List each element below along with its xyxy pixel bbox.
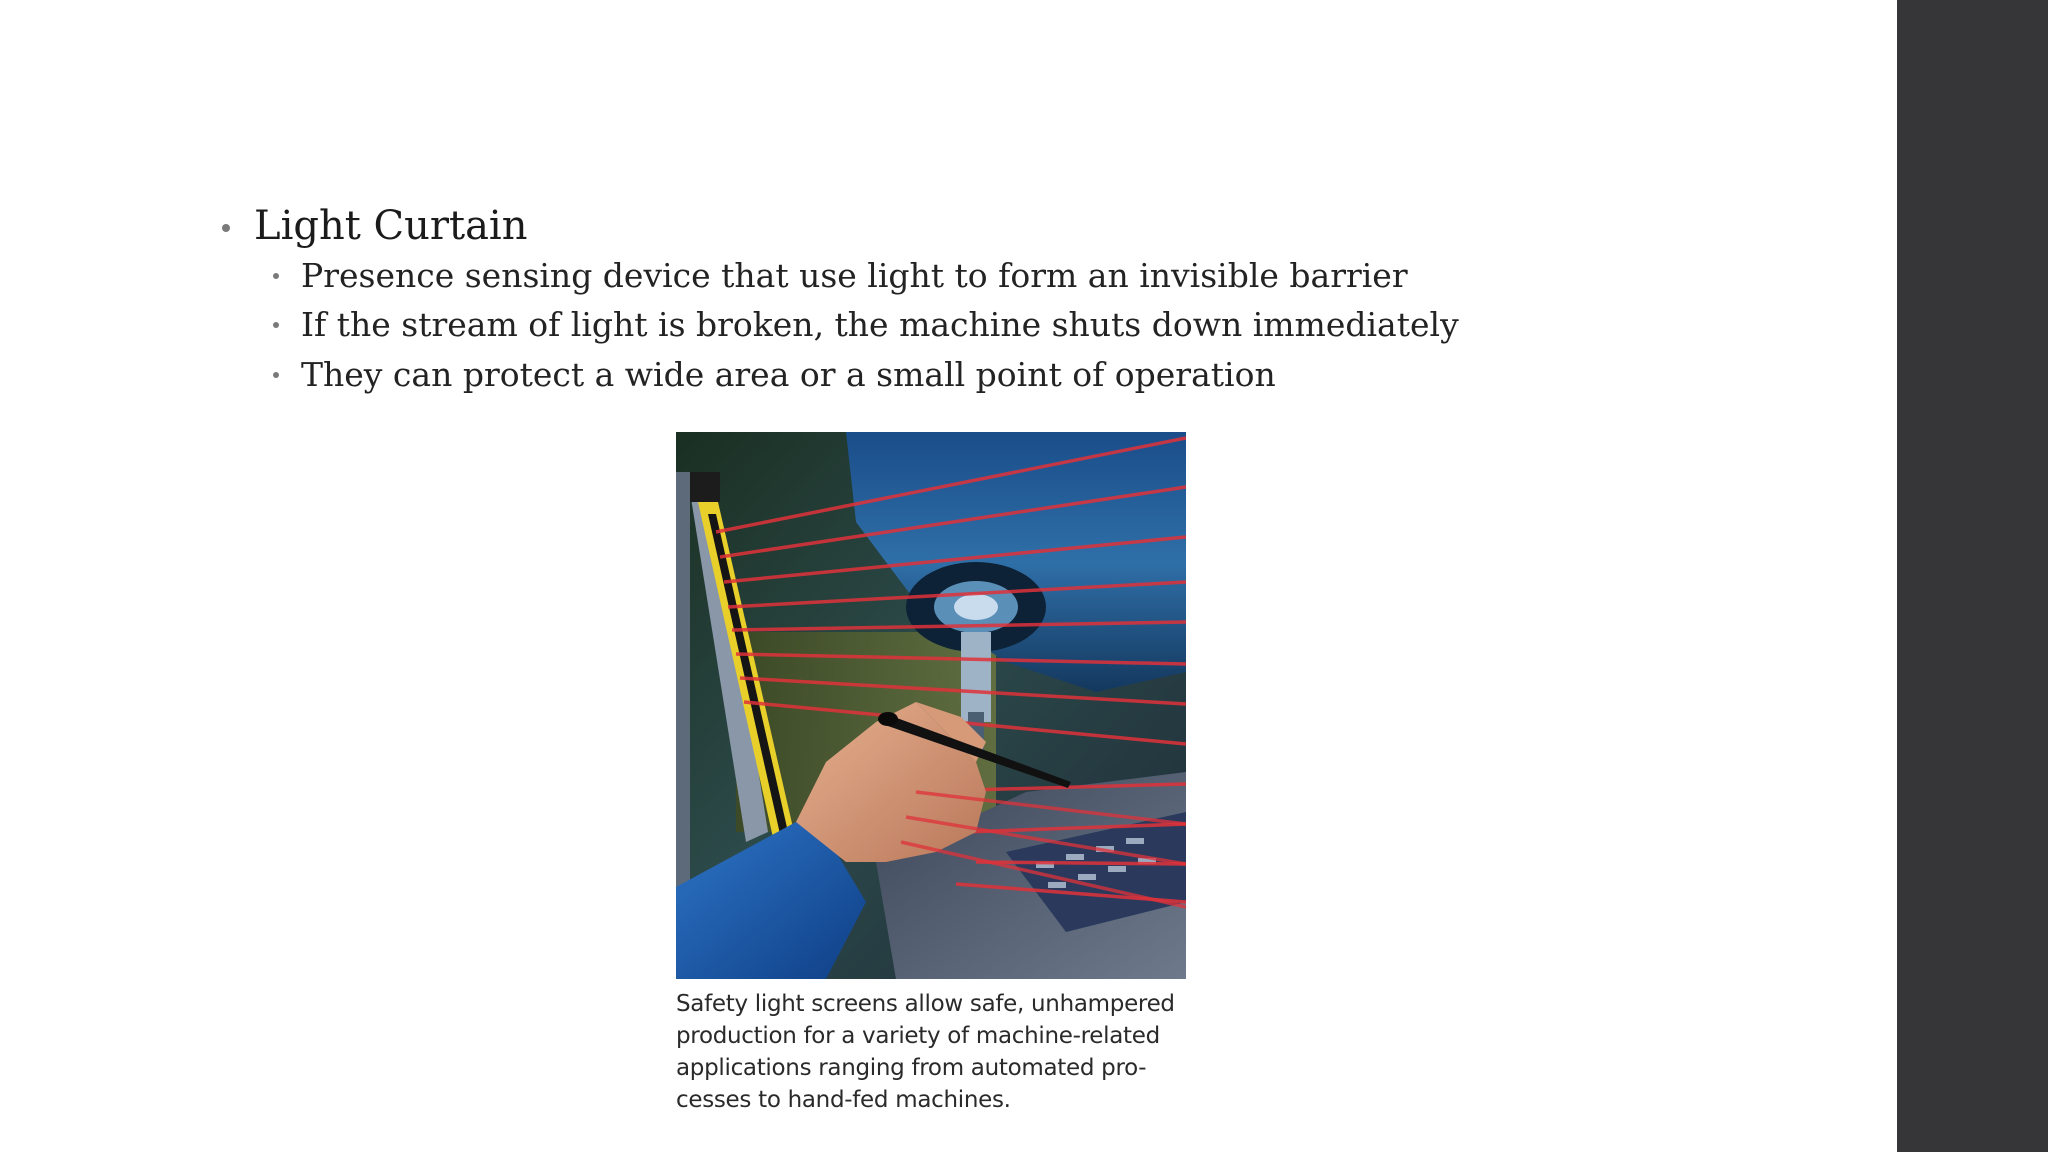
sub-bullet-text: They can protect a wide area or a small point of operation [301,355,1276,394]
bullet-dot-icon [273,322,279,328]
bullet-dot-icon [222,224,230,232]
bullet-dot-icon [273,273,279,279]
figure-caption [676,988,1216,1116]
sub-bullet-text: Presence sensing device that use light to form an invisible barrier [301,256,1408,295]
light-curtain-photo [676,432,1186,979]
caption-line: applications ranging from automated pro- [676,1055,1147,1081]
bullet-dot-icon [273,372,279,378]
sub-bullet-text: If the stream of light is broken, the machine shuts down immediately [301,305,1459,344]
caption-line: cesses to hand-fed machines. [676,1087,1011,1113]
slide-heading: Light Curtain [254,203,528,249]
caption-line: Safety light screens allow safe, unhampered [676,991,1175,1017]
right-side-panel [1897,0,2048,1152]
caption-line: production for a variety of machine-related [676,1023,1160,1049]
